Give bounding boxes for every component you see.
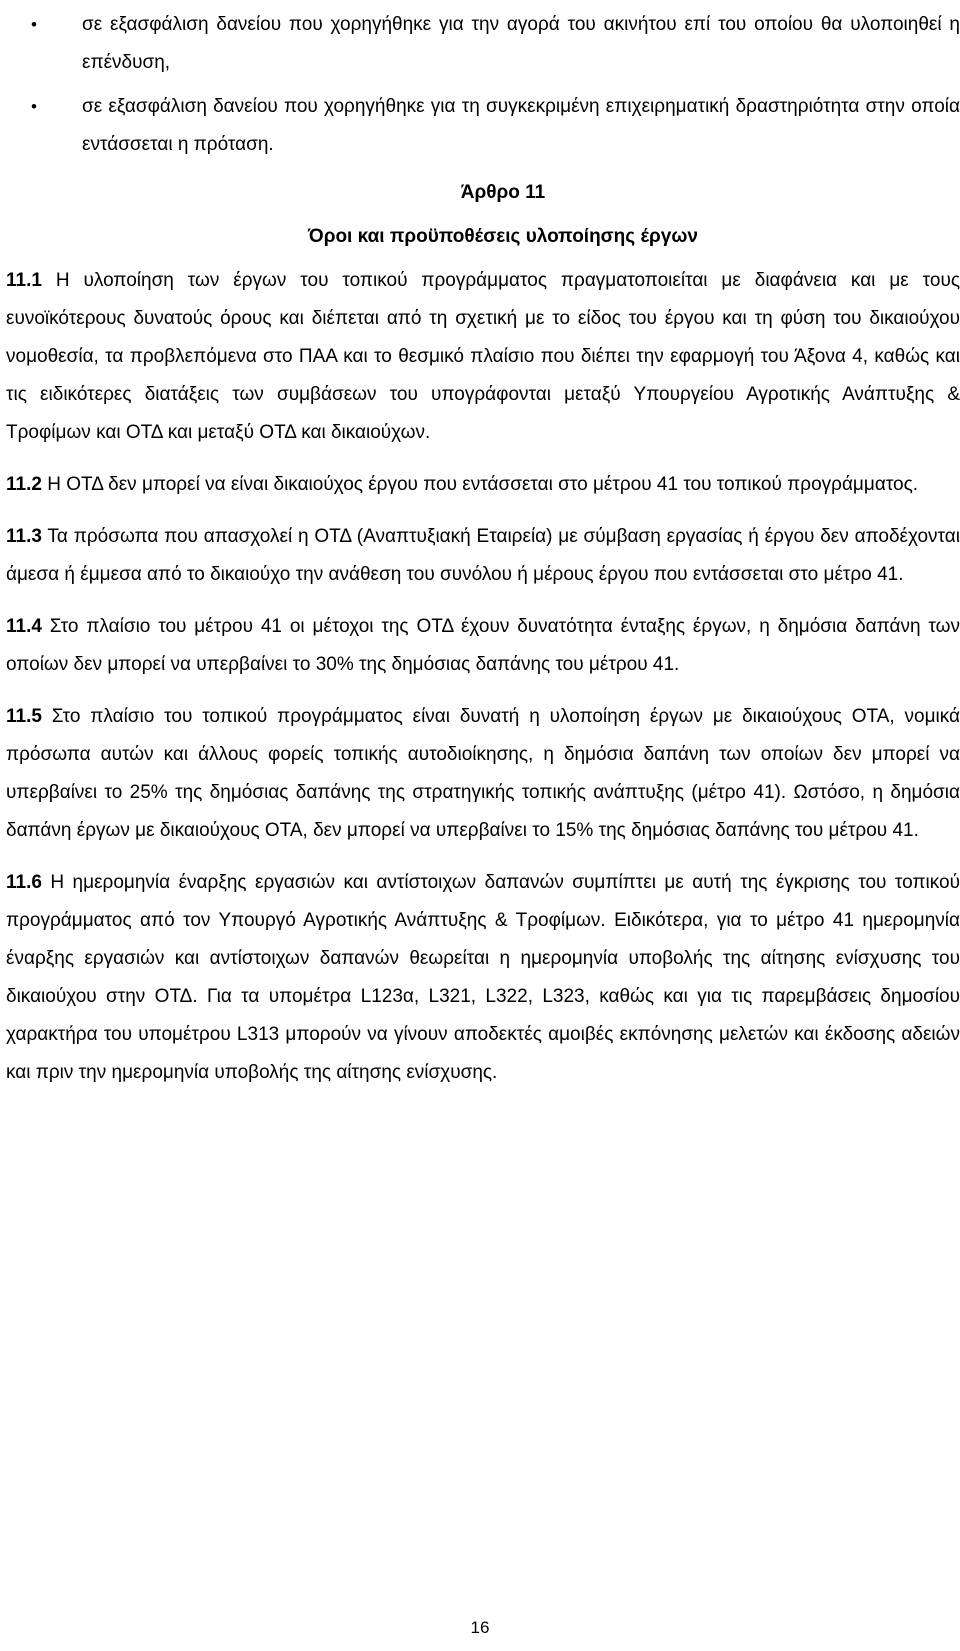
bullet-icon: •: [31, 15, 37, 34]
paragraph-11-5: [6, 698, 960, 850]
bullet-text: σε εξασφάλιση δανείου που χορηγήθηκε για την αγορά του ακινήτου επί του οποίου θα υλοποιηθεί η επένδυση,: [82, 14, 960, 73]
document-body: [6, 6, 960, 1106]
paragraph-number: 11.2: [6, 474, 42, 495]
paragraph-text: Στο πλαίσιο του τοπικού προγράμματος είναι δυνατή η υλοποίηση έργων με δικαιούχους ΟΤΑ, νομικά πρόσωπα αυτών και άλλους φορείς τοπικής αυτοδιοίκησης, η δημόσια δαπάνη των οποίων δεν μπορεί να υπερβαίνει το 25% της δημόσιας δαπάνης της στρατηγικής τοπικής ανάπτυξης (μέτρο 41). Ωστόσο, η δημόσια δαπάνη έργων με δικαιούχους ΟΤΑ, δεν μπορεί να υπερβαίνει το 15% της δημόσιας δαπάνης του μέτρου 41.: [6, 706, 960, 841]
list-item: [6, 88, 960, 164]
bullet-text: σε εξασφάλιση δανείου που χορηγήθηκε για τη συγκεκριμένη επιχειρηματική δραστηριότητα στην οποία εντάσσεται η πρόταση.: [82, 96, 960, 155]
page-number: 16: [470, 1618, 490, 1637]
paragraph-11-4: [6, 608, 960, 684]
paragraph-text: Τα πρόσωπα που απασχολεί η ΟΤΔ (Αναπτυξιακή Εταιρεία) με σύμβαση εργασίας ή έργου δεν αποδέχονται άμεσα ή έμμεσα από το δικαιούχο την ανάθεση του συνόλου ή μέρους έργου που εντάσσεται στο μέτρο 41.: [6, 526, 960, 585]
paragraph-number: 11.6: [6, 872, 42, 893]
bullet-list: [6, 6, 960, 164]
paragraph-number: 11.3: [6, 526, 42, 547]
paragraph-text: Η ΟΤΔ δεν μπορεί να είναι δικαιούχος έργου που εντάσσεται στο μέτρου 41 του τοπικού προγράμματος.: [41, 474, 919, 495]
paragraph-11-3: [6, 518, 960, 594]
paragraph-text: Η ημερομηνία έναρξης εργασιών και αντίστοιχων δαπανών συμπίπτει με αυτή της έγκρισης του τοπικού προγράμματος από τον Υπουργό Αγροτικής Ανάπτυξης & Τροφίμων. Ειδικότερα, για το μέτρο 41 ημερομηνία έναρξης εργασιών και αντίστοιχων δαπανών θεωρείται η ημερομηνία υποβολής της αίτησης ενίσχυσης του δικαιούχου στην ΟΤΔ. Για τα υπομέτρα L123α, L321, L322, L323, καθώς και για τις παρεμβάσεις δημοσίου χαρακτήρα του υπομέτρου L313 μπορούν να γίνουν αποδεκτές αμοιβές εκπόνησης μελετών και έκδοσης αδειών και πριν την ημερομηνία υποβολής της αίτησης ενίσχυσης.: [6, 872, 960, 1083]
bullet-icon: •: [31, 97, 37, 116]
paragraph-number: 11.1: [6, 270, 42, 291]
paragraph-text: Στο πλαίσιο του μέτρου 41 οι μέτοχοι της ΟΤΔ έχουν δυνατότητα ένταξης έργων, η δημόσια δαπάνη των οποίων δεν μπορεί να υπερβαίνει το 30% της δημόσιας δαπάνης του μέτρου 41.: [6, 616, 960, 675]
paragraph-number: 11.5: [6, 706, 42, 727]
article-title-heading: Όροι και προϋποθέσεις υλοποίησης έργων: [308, 226, 698, 247]
paragraph-number: 11.4: [6, 616, 42, 637]
paragraph-11-1: [6, 262, 960, 452]
article-number-heading: Άρθρο 11: [460, 182, 546, 203]
list-item: [6, 6, 960, 82]
paragraph-11-2: [6, 466, 960, 504]
paragraph-11-6: [6, 864, 960, 1092]
paragraph-text: Η υλοποίηση των έργων του τοπικού προγράμματος πραγματοποιείται με διαφάνεια και με τους ευνοϊκότερους δυνατούς όρους και διέπεται από τη σχετική με το είδος του έργου και τη φύση του δικαιούχου νομοθεσία, τα προβλεπόμενα στο ΠΑΑ και το θεσμικό πλαίσιο που διέπει την εφαρμογή του Άξονα 4, καθώς και τις ειδικότερες διατάξεις των συμβάσεων του υπογράφονται μεταξύ Υπουργείου Αγροτικής Ανάπτυξης & Τροφίμων και ΟΤΔ και μεταξύ ΟΤΔ και δικαιούχων.: [6, 270, 960, 443]
